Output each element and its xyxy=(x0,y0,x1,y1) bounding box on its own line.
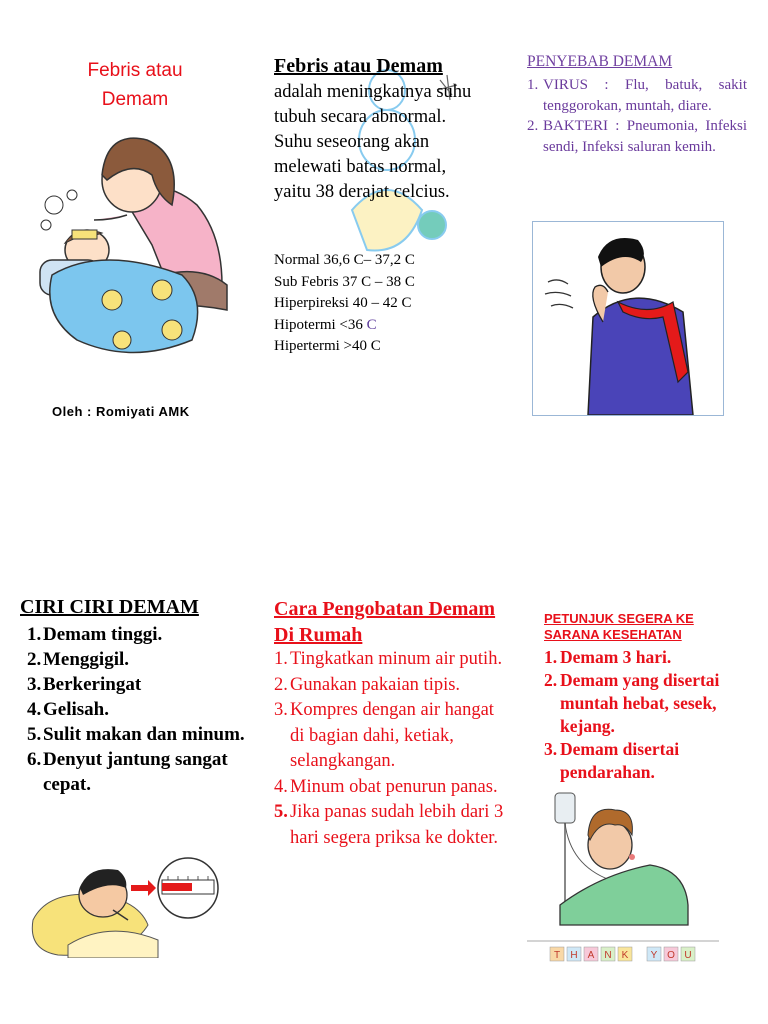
causes-list xyxy=(527,75,747,157)
home-treatment-list xyxy=(274,647,504,851)
thank-you-letter: N xyxy=(604,950,612,961)
range-hipotermi-unit: C xyxy=(366,316,377,333)
thank-you-letter: T xyxy=(553,950,561,961)
list-item xyxy=(274,775,504,801)
list-item xyxy=(274,800,504,851)
symptoms-list xyxy=(27,622,257,797)
list-item xyxy=(274,673,504,699)
list-item-number: 5. xyxy=(27,724,42,745)
list-item-number: 5. xyxy=(274,802,288,822)
list-item-text: Gunakan pakaian tipis. xyxy=(290,674,461,695)
list-item-text: Tingkatkan minum air putih. xyxy=(290,649,503,669)
thank-you-letter: H xyxy=(570,950,578,961)
list-item-number: 2. xyxy=(274,674,288,695)
cover-title-line1: Febris atau xyxy=(87,60,183,81)
list-item-text: Gelisah. xyxy=(43,699,109,720)
list-item-text: Demam yang disertai muntah hebat, sesek, kejang. xyxy=(560,670,720,736)
list-item xyxy=(274,647,504,673)
list-item-number: 3. xyxy=(27,674,42,695)
definition-text: adalah meningkatnya suhu tubuh secara abnormal. Suhu seseorang akan melewati batas normal, yaitu 38 derajat celcius. xyxy=(274,82,472,202)
list-item xyxy=(544,669,754,738)
list-item-text: Demam disertai pendarahan. xyxy=(560,739,680,782)
list-item-text: Demam 3 hari. xyxy=(560,647,672,667)
thank-you-letter: Y xyxy=(650,950,658,961)
cover-title xyxy=(60,56,210,114)
thank-you-letter: O xyxy=(667,950,675,961)
range-hipertermi: Hipertermi >40 C xyxy=(274,338,381,354)
list-item-number: 1. xyxy=(274,649,288,669)
list-item-text: VIRUS : Flu, batuk, sakit tenggorokan, muntah, diare. xyxy=(543,77,747,114)
list-item-text: Kompres dengan air hangat di bagian dahi, ketiak, selangkangan. xyxy=(290,700,494,771)
list-item xyxy=(27,672,257,697)
range-sub-febris: Sub Febris 37 C – 38 C xyxy=(274,273,415,290)
list-item-text: Minum obat penurun panas. xyxy=(290,776,498,797)
sick-boy-iv-drip-illustration xyxy=(540,785,690,935)
list-item-number: 2. xyxy=(544,670,558,690)
range-hiperpireksi: Hiperpireksi 40 – 42 C xyxy=(274,295,412,311)
list-item-number: 4. xyxy=(274,776,288,797)
list-item-text: Jika panas sudah lebih dari 3 hari segera priksa ke dokter. xyxy=(290,802,504,848)
definition-title: Febris atau Demam xyxy=(274,55,443,77)
list-item-number: 2. xyxy=(527,118,539,134)
list-item-number: 1. xyxy=(27,624,42,645)
list-item-text: Denyut jantung sangat cepat. xyxy=(43,749,228,795)
list-item xyxy=(527,75,747,116)
thank-you-banner xyxy=(527,935,719,977)
thank-you-letter: K xyxy=(621,950,629,961)
thank-you-letter: A xyxy=(587,950,595,961)
list-item-text: Berkeringat xyxy=(43,674,142,695)
temperature-ranges xyxy=(274,250,415,358)
list-item xyxy=(544,646,754,669)
list-item-number: 1. xyxy=(544,647,558,667)
seek-care-title: PETUNJUK SEGERA KE SARANA KESEHATAN xyxy=(544,611,694,642)
list-item-text: Sulit makan dan minum. xyxy=(43,724,245,745)
list-item xyxy=(27,647,257,672)
author-credit: Oleh : Romiyati AMK xyxy=(52,404,190,419)
list-item xyxy=(27,697,257,722)
list-item-number: 4. xyxy=(27,699,42,720)
range-hipotermi-text: Hipotermi <36 xyxy=(274,316,367,333)
list-item-number: 2. xyxy=(27,649,42,670)
list-item xyxy=(27,747,257,797)
sick-man-thermometer-illustration xyxy=(28,850,224,958)
list-item xyxy=(527,116,747,157)
list-item-number: 3. xyxy=(274,700,288,720)
range-hipotermi xyxy=(274,315,415,337)
list-item xyxy=(27,722,257,747)
causes-title: PENYEBAB DEMAM xyxy=(527,53,673,70)
list-item-text: Demam tinggi. xyxy=(43,624,163,645)
range-normal: Normal 36,6 C– 37,2 C xyxy=(274,252,415,268)
list-item-number: 1. xyxy=(527,77,539,93)
thank-you-letter: U xyxy=(684,950,692,961)
list-item xyxy=(27,622,257,647)
list-item xyxy=(274,698,504,775)
list-item-text: Menggigil. xyxy=(43,649,130,670)
seek-care-list xyxy=(544,646,754,784)
symptoms-title: CIRI CIRI DEMAM xyxy=(20,596,199,618)
mother-caring-sick-child-illustration xyxy=(32,125,232,365)
home-treatment-title: Cara Pengobatan Demam Di Rumah xyxy=(274,598,496,646)
cover-title-line2: Demam xyxy=(101,89,169,110)
list-item-number: 6. xyxy=(27,749,42,770)
list-item-text: BAKTERI : Pneumonia, Infeksi sendi, Infeksi saluran kemih. xyxy=(543,118,747,155)
list-item-number: 3. xyxy=(544,739,558,759)
list-item xyxy=(544,738,754,784)
coughing-man-illustration xyxy=(532,221,724,416)
